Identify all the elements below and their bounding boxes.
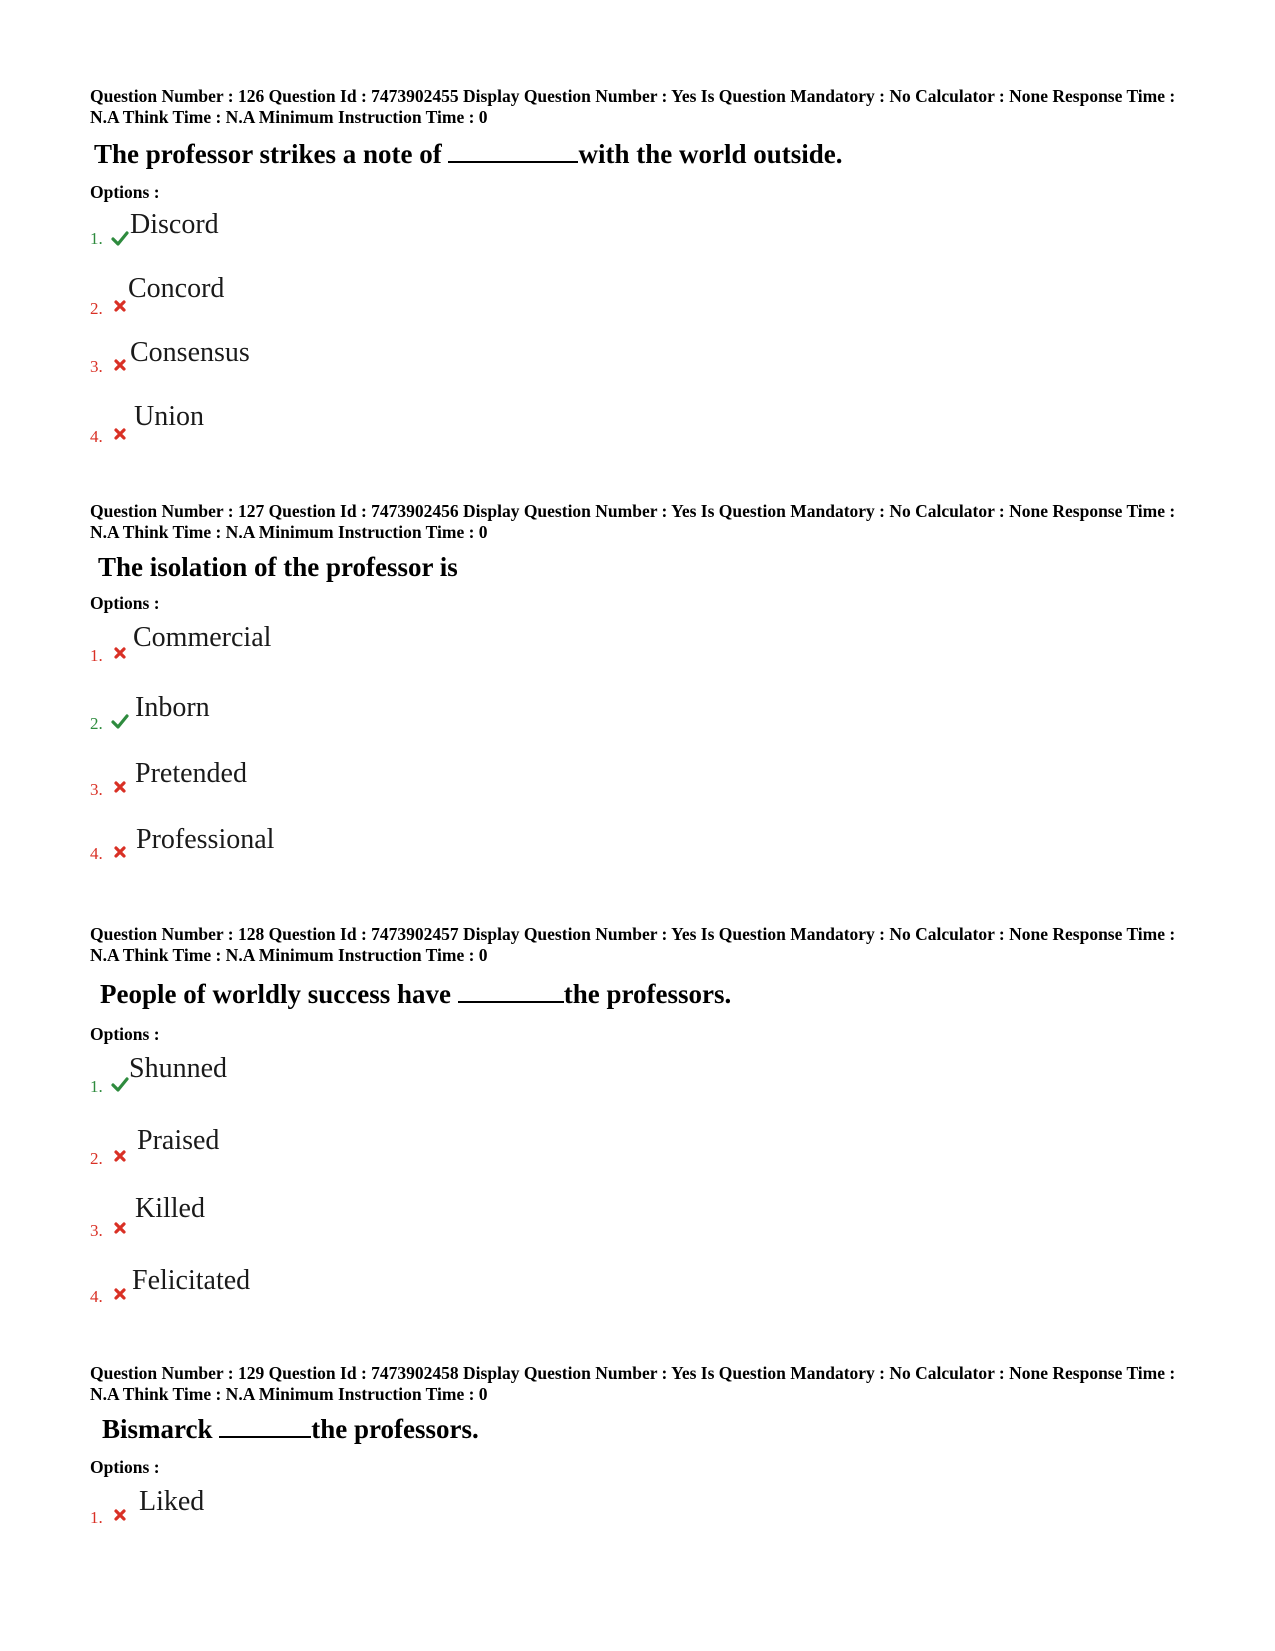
question-text	[100, 978, 1200, 1010]
options-label: Options :	[90, 182, 160, 202]
option-text: Pretended	[135, 758, 247, 789]
option-3	[90, 758, 1200, 824]
option-text: Shunned	[129, 1053, 227, 1084]
options-list	[90, 209, 1200, 465]
question-text	[98, 551, 1200, 583]
question-127	[90, 501, 1200, 888]
option-1	[90, 1053, 1200, 1125]
cross-icon	[111, 1147, 129, 1165]
option-number: 1.	[90, 1077, 103, 1096]
option-text: Killed	[135, 1193, 205, 1224]
option-number: 1.	[90, 646, 103, 665]
question-text-before: The isolation of the professor is	[98, 552, 458, 582]
option-text: Praised	[137, 1125, 220, 1156]
cross-icon	[111, 1219, 129, 1237]
cross-icon	[111, 425, 129, 443]
cross-icon	[111, 644, 129, 662]
option-4	[90, 1265, 1200, 1329]
question-meta: Question Number : 127 Question Id : 7473902456 Display Question Number : Yes Is Question Mandatory : No Calculator : None Response Time : N.A Think Time : N.A Minimum Instruction Time : 0	[90, 501, 1176, 542]
cross-icon	[111, 778, 129, 796]
options-label: Options :	[90, 1024, 160, 1044]
question-text-after: the professors.	[311, 1414, 479, 1444]
option-number: 4.	[90, 1287, 103, 1306]
option-number: 2.	[90, 1149, 103, 1168]
option-text: Concord	[128, 273, 225, 304]
options-list	[90, 1486, 1200, 1550]
question-text-before: The professor strikes a note of	[94, 139, 449, 169]
question-text-after: the professors.	[563, 979, 732, 1009]
option-text: Liked	[139, 1486, 205, 1517]
option-text: Felicitated	[132, 1265, 251, 1296]
option-number: 4.	[90, 844, 103, 863]
option-2	[90, 1125, 1200, 1193]
option-number: 1.	[90, 1508, 103, 1527]
question-128	[90, 924, 1200, 1329]
question-126	[90, 86, 1200, 465]
options-list	[90, 622, 1200, 888]
fill-blank	[458, 979, 564, 1003]
cross-icon	[111, 297, 129, 315]
question-text-after: with the world outside.	[578, 139, 843, 169]
option-number: 3.	[90, 1221, 103, 1240]
option-4	[90, 824, 1200, 888]
option-3	[90, 337, 1200, 401]
option-text: Discord	[130, 209, 219, 240]
option-number: 2.	[90, 299, 103, 318]
option-2	[90, 692, 1200, 758]
question-text	[102, 1413, 1200, 1445]
option-2	[90, 273, 1200, 337]
cross-icon	[111, 356, 129, 374]
question-meta: Question Number : 126 Question Id : 7473902455 Display Question Number : Yes Is Question Mandatory : No Calculator : None Response Time : N.A Think Time : N.A Minimum Instruction Time : 0	[90, 86, 1176, 127]
fill-blank	[219, 1414, 311, 1438]
option-number: 4.	[90, 427, 103, 446]
option-1	[90, 622, 1200, 692]
cross-icon	[111, 1506, 129, 1524]
option-text: Professional	[136, 824, 275, 855]
option-text: Commercial	[133, 622, 272, 653]
option-text: Consensus	[130, 337, 250, 368]
option-number: 1.	[90, 229, 103, 248]
options-list	[90, 1053, 1200, 1329]
options-label: Options :	[90, 1457, 160, 1477]
question-text	[94, 138, 1200, 170]
question-text-before: People of worldly success have	[100, 979, 458, 1009]
option-3	[90, 1193, 1200, 1265]
question-text-before: Bismarck	[102, 1414, 220, 1444]
option-number: 3.	[90, 357, 103, 376]
option-1	[90, 209, 1200, 273]
options-label: Options :	[90, 593, 160, 613]
fill-blank	[448, 139, 578, 163]
check-icon	[111, 229, 129, 247]
option-number: 3.	[90, 780, 103, 799]
check-icon	[111, 1075, 129, 1093]
option-number: 2.	[90, 714, 103, 733]
option-text: Union	[134, 401, 204, 432]
question-meta: Question Number : 128 Question Id : 7473902457 Display Question Number : Yes Is Question Mandatory : No Calculator : None Response Time : N.A Think Time : N.A Minimum Instruction Time : 0	[90, 924, 1176, 965]
cross-icon	[111, 1285, 129, 1303]
option-text: Inborn	[135, 692, 210, 723]
check-icon	[111, 712, 129, 730]
cross-icon	[111, 843, 129, 861]
question-meta: Question Number : 129 Question Id : 7473902458 Display Question Number : Yes Is Question Mandatory : No Calculator : None Response Time : N.A Think Time : N.A Minimum Instruction Time : 0	[90, 1363, 1176, 1404]
question-paper	[90, 86, 1200, 1550]
question-129	[90, 1363, 1200, 1550]
option-4	[90, 401, 1200, 465]
option-1	[90, 1486, 1200, 1550]
